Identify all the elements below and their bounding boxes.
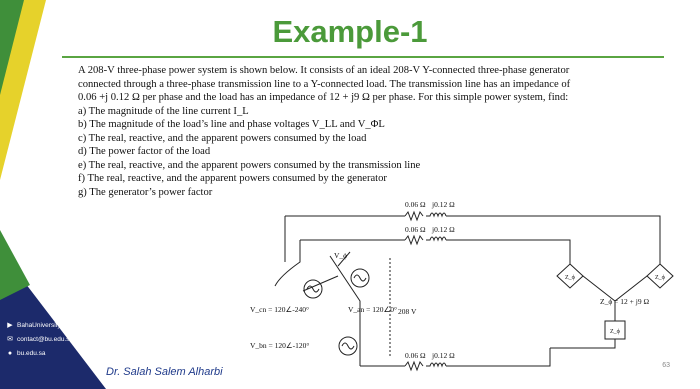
inductor-icon (426, 213, 446, 216)
globe-icon: ● (7, 349, 13, 357)
line-reactance-label: j0.12 Ω (432, 225, 455, 234)
van-label: V_an = 120∠0° (348, 305, 397, 314)
line-reactance-label: j0.12 Ω (432, 351, 455, 360)
question-item: f) The real, reactive, and the apparent powers consumed by the generator (78, 173, 387, 184)
twitter-icon: ▶ (7, 322, 13, 329)
circuit-diagram (220, 196, 690, 386)
email-address: contact@bu.edu.sa (17, 335, 74, 343)
vbn-label: V_bn = 120∠-120° (250, 341, 310, 350)
vphi-label: V_ϕ (334, 251, 348, 260)
vcn-label: V_cn = 120∠-240° (250, 305, 309, 314)
line-reactance-label: j0.12 Ω (432, 200, 455, 209)
paragraph-line: 0.06 +j 0.12 Ω per phase and the load has an impedance of 12 + j9 Ω per phase. For this simple power system, find: (78, 92, 569, 103)
wire (550, 339, 615, 348)
line-voltage-label: 208 V (398, 307, 417, 316)
wire (330, 256, 360, 344)
web-row[interactable] (6, 346, 116, 360)
problem-text (78, 64, 674, 199)
email-row[interactable] (6, 332, 116, 346)
load-label: Z_ϕ (565, 275, 575, 281)
resistor-icon (405, 236, 423, 244)
email-icon: ✉ (7, 336, 13, 343)
inductor-icon (426, 237, 446, 240)
wire (446, 240, 570, 264)
wire (446, 216, 660, 281)
question-item: e) The real, reactive, and the apparent powers consumed by the transmission line (78, 159, 421, 171)
website: bu.edu.sa (17, 349, 46, 357)
contact-sidebar (6, 318, 116, 360)
line-resistance-label: 0.06 Ω (405, 225, 426, 234)
load-label: Z_ϕ (655, 275, 665, 281)
question-item: a) The magnitude of the line current I_L (78, 105, 249, 117)
resistor-icon (405, 362, 423, 370)
twitter-handle: BahaUniversity (17, 321, 61, 329)
page-number: 63 (662, 362, 670, 369)
load-label: Z_ϕ (610, 329, 620, 335)
twitter-row[interactable] (6, 318, 116, 332)
line-resistance-label: 0.06 Ω (405, 200, 426, 209)
inductor-icon (426, 363, 446, 366)
paragraph-line: A 208-V three-phase power system is shown below. It consists of an ideal 208-V Y-connected three-phase generator (78, 65, 570, 76)
resistor-icon (405, 212, 423, 220)
question-item: g) The generator’s power factor (78, 186, 213, 198)
question-item: d) The power factor of the load (78, 146, 211, 157)
question-item: b) The magnitude of the load’s line and phase voltages V_LL and V_ΦL (78, 119, 385, 130)
line-resistance-label: 0.06 Ω (405, 351, 426, 360)
load-value-label: Z_ϕ = 12 + j9 Ω (600, 297, 650, 306)
title-divider (62, 56, 664, 58)
wire (446, 348, 550, 366)
paragraph-line: connected through a three-phase transmission line to a Y-connected load. The transmission line has an impedance of (78, 78, 571, 90)
wire (275, 240, 300, 286)
author-name: Dr. Salah Salem Alharbi (106, 366, 223, 378)
question-item: c) The real, reactive, and the apparent powers consumed by the load (78, 132, 367, 144)
slide-title: Example-1 (272, 14, 428, 49)
